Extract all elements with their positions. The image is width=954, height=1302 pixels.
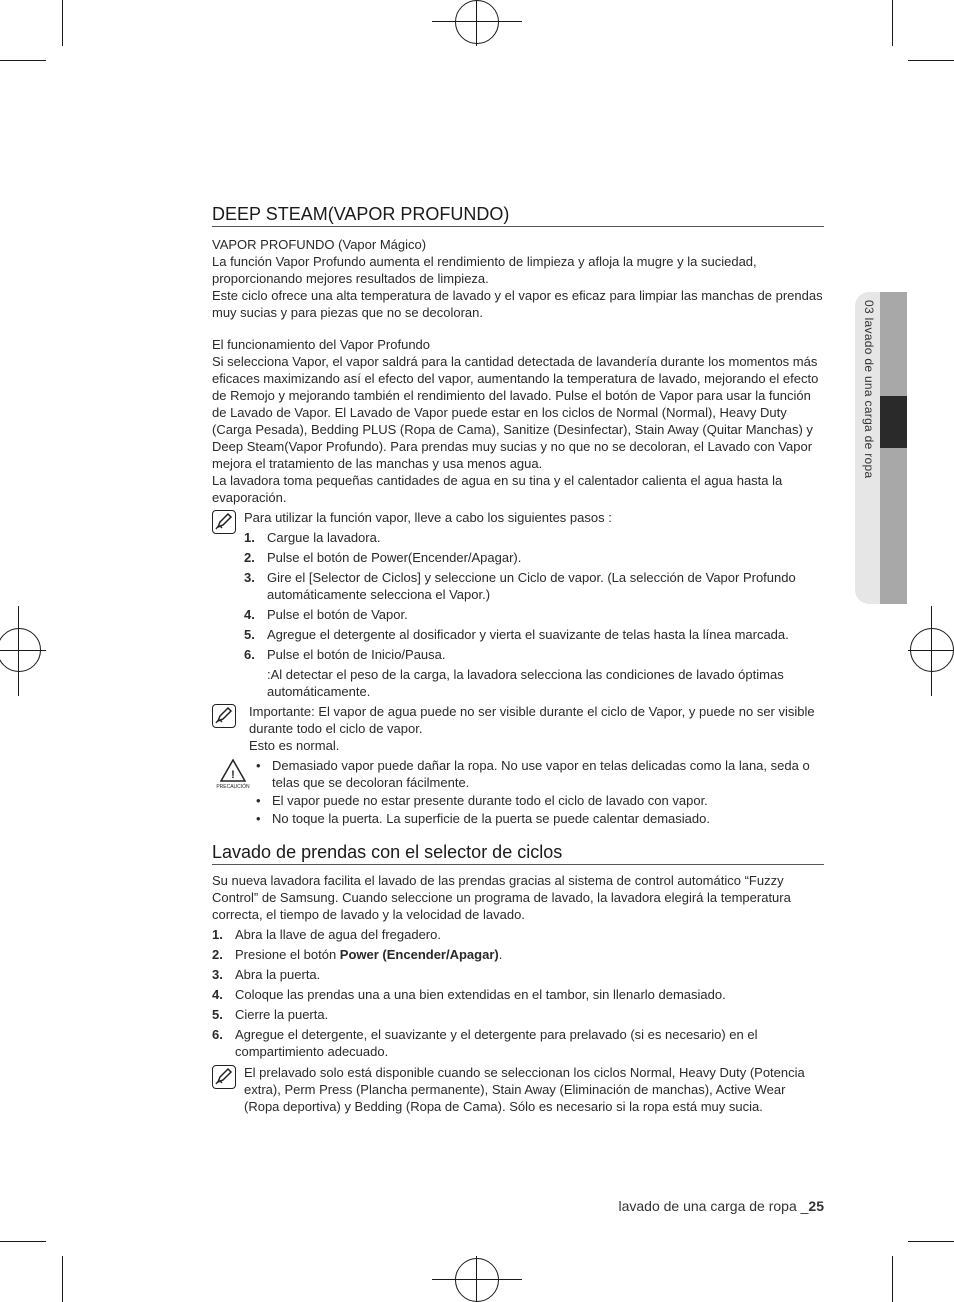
list-item: 2. Presione el botón Power (Encender/Apagar). [212,947,503,962]
list-item: 6. Pulse el botón de Inicio/Pausa. [244,647,446,662]
list-item: 4. Pulse el botón de Vapor. [244,607,408,622]
paragraph: Su nueva lavadora facilita el lavado de las prendas gracias al sistema de control automático “Fuzzy Control” de Samsung. Cuando seleccione un programa de lavado, la lavadora elegirá la temperatura correcta, el tiempo de lavado y la velocidad de lavado. [212,873,791,922]
note-box [212,703,824,754]
note-text: Importante: El vapor de agua puede no ser visible durante el ciclo de Vapor, y puede no ser visible durante todo el ciclo de vapor. [249,704,815,736]
steam-steps-list [244,529,824,663]
paragraph: La función Vapor Profundo aumenta el rendimiento de limpieza y afloja la mugre y la suciedad, proporcionando mejores resultados de limpieza. [212,254,757,286]
list-item: 3. Gire el [Selector de Ciclos] y seleccione un Ciclo de vapor. (La selección de Vapor Profundo automáticamente selecciona el Vapor.) [244,570,796,602]
list-item: • Demasiado vapor puede dañar la ropa. No use vapor en telas delicadas como la lana, seda o telas que se decoloran fácilmente. [256,757,824,791]
list-item: 5. Cierre la puerta. [212,1007,329,1022]
caution-label: PRECAUCIÓN [216,784,250,790]
note-box [212,509,824,700]
step-note: :Al detectar el peso de la carga, la lavadora selecciona las condiciones de lavado óptimas automáticamente. [267,667,784,699]
warning-icon [216,757,250,791]
wash-steps-list [212,926,824,1060]
paragraph: Este ciclo ofrece una alta temperatura de lavado y el vapor es eficaz para limpiar las manchas de prendas muy sucias y para piezas que no se decoloran. [212,288,823,320]
list-item: 2. Pulse el botón de Power(Encender/Apagar). [244,550,522,565]
page-footer [618,1198,824,1214]
note-text: El prelavado solo está disponible cuando se seleccionan los ciclos Normal, Heavy Duty (Potencia extra), Perm Press (Plancha permanente), Stain Away (Eliminación de manchas), Active Wear (Ropa deportiva) y Bedding (Ropa de Cama). Sólo es necesario si la ropa está muy sucia. [244,1065,805,1114]
list-item: 3. Abra la puerta. [212,967,321,982]
list-item: 5. Agregue el detergente al dosificador y vierta el suavizante de telas hasta la línea marcada. [244,627,789,642]
list-item: • El vapor puede no estar presente durante todo el ciclo de lavado con vapor. [256,792,824,809]
list-item: 4. Coloque las prendas una a una bien extendidas en el tambor, sin llenarlo demasiado. [212,987,726,1002]
page-content [212,203,824,1115]
paragraph: Si selecciona Vapor, el vapor saldrá para la cantidad detectada de lavandería durante los momentos más eficaces maximizando así el efecto del vapor, aumentando la temperatura de lavado, mejorando el efecto de Remojo y mejorando también el rendimiento del lavado. Pulse el botón de Vapor para usar la función de Lavado de Vapor. El Lavado de Vapor puede estar en los ciclos de Normal (Normal), Heavy Duty (Carga Pesada), Bedding PLUS (Ropa de Cama), Sanitize (Desinfectar), Stain Away (Quitar Manchas) y Deep Steam(Vapor Profundo). Para prendas muy sucias y no que no se decoloran, el Lavado con Vapor mejora el tratamiento de las manchas y usa menos agua. [212,354,819,471]
caution-list [256,757,824,827]
footer-text: lavado de una carga de ropa _ [618,1198,809,1214]
list-item: 1. Cargue la lavadora. [244,530,381,545]
paragraph: La lavadora toma pequeñas cantidades de agua en su tina y el calentador calienta el agua hasta la evaporación. [212,473,783,505]
note-text: Para utilizar la función vapor, lleve a cabo los siguientes pasos : [244,510,612,525]
note-text: Esto es normal. [249,738,340,753]
section-title-cycle-selector: Lavado de prendas con el selector de ciclos [212,841,824,865]
subtitle: VAPOR PROFUNDO (Vapor Mágico) [212,237,427,252]
subtitle: El funcionamiento del Vapor Profundo [212,337,431,352]
page-number: 25 [808,1198,824,1214]
pencil-note-icon [212,704,236,728]
section-title-deep-steam: DEEP STEAM(VAPOR PROFUNDO) [212,203,824,227]
svg-text:!: ! [231,769,235,781]
list-item: • No toque la puerta. La superficie de la puerta se puede calentar demasiado. [256,810,824,827]
chapter-tab-label: 03 lavado de una carga de ropa [862,300,876,479]
note-box [212,1064,824,1115]
caution-box [212,757,824,827]
list-item: 1. Abra la llave de agua del fregadero. [212,927,441,942]
pencil-note-icon [212,1065,236,1089]
pencil-note-icon [212,510,236,534]
list-item: 6. Agregue el detergente, el suavizante y el detergente para prelavado (si es necesario) en el compartimiento adecuado. [212,1027,758,1059]
